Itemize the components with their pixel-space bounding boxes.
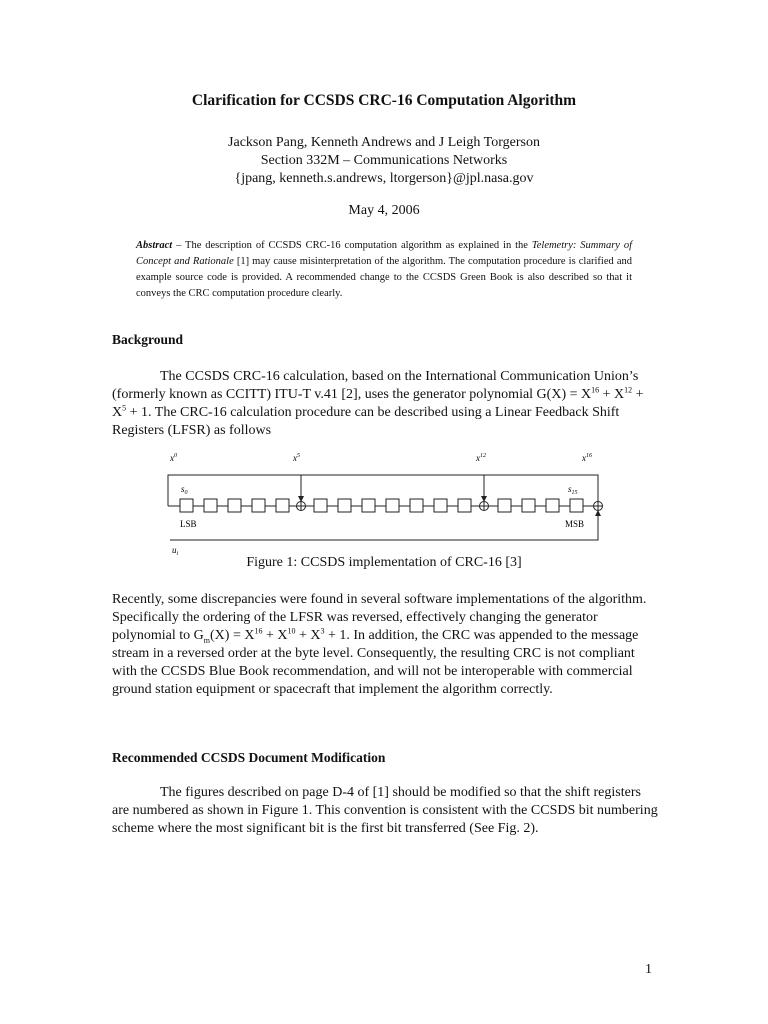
abstract bbox=[136, 238, 632, 302]
section-heading-background: Background bbox=[112, 332, 184, 347]
discrepancy-paragraph: Recently, some discrepancies were found in several software implementations of the algorithm. Specifically the ordering of the LFSR was reversed, effectively changing the generator polynomial to $G_m(X) = X^{16} + X^{10} + X^3 + 1$. In addition, the CRC was appended to the message stream in a reversed order at the byte level. Consequently, the resulting CRC is not compliant with the CCSDS Blue Book recommendation, and will not be interoperable with commercial ground station equipment or spacecraft that implement the algorithm correctly. bbox=[112, 592, 647, 697]
page-title: Clarification for CCSDS CRC-16 Computation Algorithm bbox=[191, 92, 577, 109]
abstract-ref-title: Telemetry: Summary of Concept and Rationale bbox=[136, 240, 633, 267]
recommended-paragraph: The figures described on page D-4 of [1] should be modified so that the shift registers are numbered as shown in Figure 1. This convention is consistent with the CCSDS bit numbering scheme where the most significant bit is the first bit transferred (See Fig. 2). bbox=[112, 785, 658, 836]
figure-caption: Figure 1: CCSDS implementation of CRC-16 [3] bbox=[246, 555, 522, 570]
label-lsb: LSB bbox=[180, 519, 197, 529]
abstract-dash: – bbox=[172, 240, 186, 251]
page-number: 1 bbox=[645, 962, 652, 977]
lfsr-diagram bbox=[160, 450, 610, 560]
abstract-text-1: The description of CCSDS CRC-16 computation algorithm as explained in the bbox=[185, 240, 532, 251]
label-x5: $x^5$ bbox=[293, 453, 300, 463]
author-emails: {jpang, kenneth.s.andrews, ltorgerson}@jpl.nasa.gov bbox=[234, 171, 534, 186]
label-ui: $u_i$ bbox=[172, 545, 179, 557]
background-paragraph: The CCSDS CRC-16 calculation, based on the International Communication Union’s (formerly known as CCITT) ITU-T v.41 [2], uses the generator polynomial $G(X) = X^{16} + X^{12} + X^5 + 1$. The CRC-16 calculation procedure can be described using a Linear Feedback Shift Registers (LFSR) as follows bbox=[112, 369, 644, 438]
publication-date: May 4, 2006 bbox=[348, 203, 420, 218]
input-line bbox=[170, 511, 598, 540]
author-names: Jackson Pang, Kenneth Andrews and J Leigh Torgerson bbox=[228, 135, 540, 150]
label-s15: $s_{15}$ bbox=[568, 484, 578, 496]
author-section: Section 332M – Communications Networks bbox=[260, 153, 508, 168]
author-block bbox=[0, 134, 768, 188]
label-x0: $x^0$ bbox=[170, 453, 177, 463]
lfsr-svg bbox=[160, 450, 610, 560]
section-heading-recommended: Recommended CCSDS Document Modification bbox=[112, 750, 386, 765]
label-s0: $s_0$ bbox=[181, 484, 188, 496]
label-x12: $x^{12}$ bbox=[476, 453, 486, 463]
label-msb: MSB bbox=[565, 519, 585, 529]
abstract-label: Abstract bbox=[136, 240, 173, 251]
label-x16: $x^{16}$ bbox=[582, 453, 592, 463]
abstract-text-2: [1] may cause misinterpretation of the algorithm. The computation procedure is clarified and example source code is provided. A recommended change to the CCSDS Green Book is also described so that it conveys the CRC computation procedure clearly. bbox=[136, 256, 632, 299]
